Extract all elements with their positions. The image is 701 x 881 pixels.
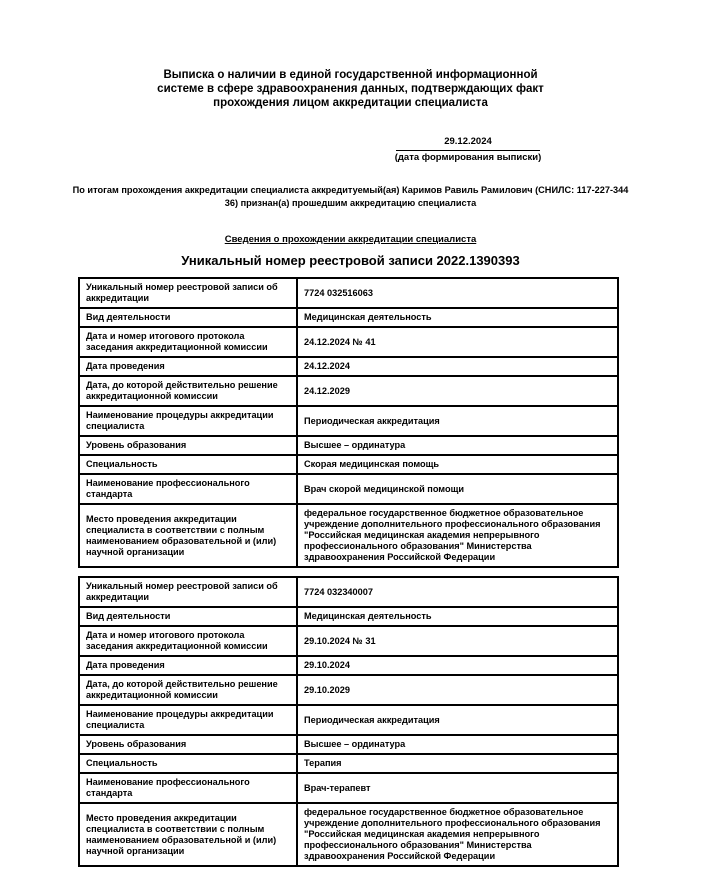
row-label: Вид деятельности	[79, 308, 297, 327]
table-row	[79, 436, 618, 455]
row-label: Вид деятельности	[79, 607, 297, 626]
row-label: Уровень образования	[79, 735, 297, 754]
accreditation-table-1	[78, 277, 619, 568]
row-value: 7724 032340007	[297, 577, 618, 607]
row-value: 24.12.2024	[297, 357, 618, 376]
row-label: Наименование процедуры аккредитации специалиста	[79, 705, 297, 735]
extract-date: 29.12.2024	[396, 136, 540, 151]
row-label: Специальность	[79, 754, 297, 773]
section-heading: Сведения о прохождении аккредитации специалиста	[224, 234, 477, 245]
table-row	[79, 327, 618, 357]
table-row	[79, 803, 618, 866]
record-number-heading: Уникальный номер реестровой записи 2022.1390393	[181, 253, 520, 268]
extract-date-block	[388, 136, 548, 164]
table-row	[79, 406, 618, 436]
row-value: Терапия	[297, 754, 618, 773]
document-title	[111, 68, 591, 110]
row-label: Дата, до которой действительно решение аккредитационной комиссии	[79, 675, 297, 705]
row-label: Дата и номер итогового протокола заседания аккредитационной комиссии	[79, 327, 297, 357]
row-label: Дата и номер итогового протокола заседания аккредитационной комиссии	[79, 626, 297, 656]
table-row	[79, 455, 618, 474]
table-row	[79, 308, 618, 327]
table-row	[79, 376, 618, 406]
row-label: Уникальный номер реестровой записи об аккредитации	[79, 278, 297, 308]
row-value: 29.10.2024 № 31	[297, 626, 618, 656]
row-value: Медицинская деятельность	[297, 607, 618, 626]
row-label: Дата проведения	[79, 656, 297, 675]
row-label: Уникальный номер реестровой записи об аккредитации	[79, 577, 297, 607]
row-label: Дата проведения	[79, 357, 297, 376]
row-value: федеральное государственное бюджетное образовательное учреждение дополнительного профессионального образования "Российская медицинская академия непрерывного профессионального образования" Министерства здравоохранения Российской Федерации	[297, 803, 618, 866]
row-label: Дата, до которой действительно решение аккредитационной комиссии	[79, 376, 297, 406]
document-title-line-2: системе в сфере здравоохранения данных, подтверждающих факт	[157, 83, 544, 95]
extract-date-caption: (дата формирования выписки)	[394, 152, 542, 163]
row-value: 24.12.2024 № 41	[297, 327, 618, 357]
row-label: Наименование профессионального стандарта	[79, 474, 297, 504]
row-label: Место проведения аккредитации специалиста в соответствии с полным наименованием образовательной и (или) научной организации	[79, 803, 297, 866]
row-label: Место проведения аккредитации специалиста в соответствии с полным наименованием образовательной и (или) научной организации	[79, 504, 297, 567]
row-label: Уровень образования	[79, 436, 297, 455]
row-value: Периодическая аккредитация	[297, 406, 618, 436]
table-row	[79, 577, 618, 607]
table-row	[79, 278, 618, 308]
row-value: федеральное государственное бюджетное образовательное учреждение дополнительного профессионального образования "Российская медицинская академия непрерывного профессионального образования" Министерства здравоохранения Российской Федерации	[297, 504, 618, 567]
row-value: Высшее – ординатура	[297, 735, 618, 754]
table-row	[79, 474, 618, 504]
table-row	[79, 504, 618, 567]
table-row	[79, 626, 618, 656]
row-value: Периодическая аккредитация	[297, 705, 618, 735]
document-title-line-3: прохождения лицом аккредитации специалиста	[213, 97, 488, 109]
table-row	[79, 754, 618, 773]
document-title-line-1: Выписка о наличии в единой государственной информационной	[163, 69, 538, 81]
row-value: Врач-терапевт	[297, 773, 618, 803]
table-row	[79, 656, 618, 675]
table-row	[79, 735, 618, 754]
row-value: 7724 032516063	[297, 278, 618, 308]
row-value: 29.10.2024	[297, 656, 618, 675]
table-row	[79, 773, 618, 803]
intro-paragraph: По итогам прохождения аккредитации специалиста аккредитуемый(ая) Каримов Равиль Рамилович (СНИЛС: 117-227-344 36) признан(а) прошедшим аккредитацию специалиста	[72, 185, 629, 208]
row-value: Врач скорой медицинской помощи	[297, 474, 618, 504]
row-label: Наименование процедуры аккредитации специалиста	[79, 406, 297, 436]
table-row	[79, 705, 618, 735]
row-value: Медицинская деятельность	[297, 308, 618, 327]
row-value: Высшее – ординатура	[297, 436, 618, 455]
row-value: Скорая медицинская помощь	[297, 455, 618, 474]
table-row	[79, 607, 618, 626]
row-label: Специальность	[79, 455, 297, 474]
table-row	[79, 675, 618, 705]
row-value: 29.10.2029	[297, 675, 618, 705]
row-label: Наименование профессионального стандарта	[79, 773, 297, 803]
row-value: 24.12.2029	[297, 376, 618, 406]
table-row	[79, 357, 618, 376]
accreditation-table-2	[78, 576, 619, 867]
